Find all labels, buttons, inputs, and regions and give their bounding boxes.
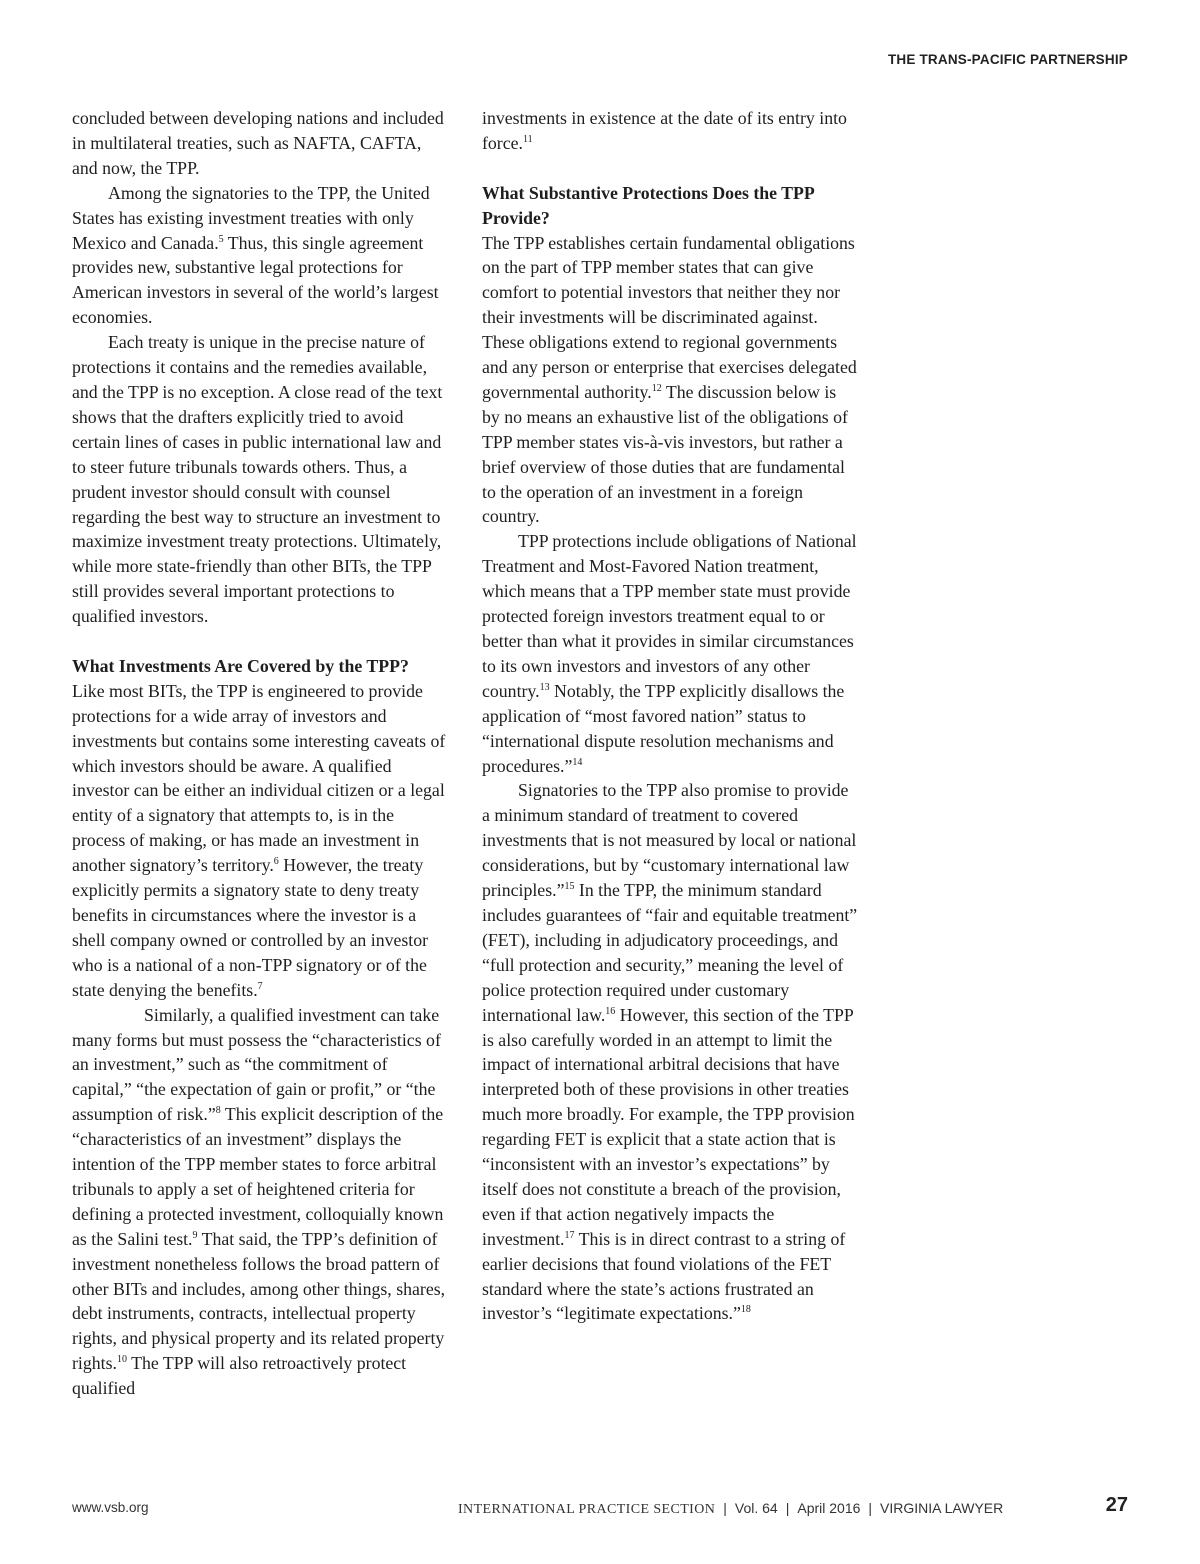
- text-span: In the TPP, the minimum standard includes guarantees of “fair and equitable treatment” (FET), including in adjudicatory proceedings, and “full protection and security,” meaning the level of police protection required under customary international law.: [482, 880, 858, 1025]
- text-span: This is in direct contrast to a string of earlier decisions that found violations of the FET standard where the state’s actions frustrated an investor’s “legitimate expectations.”: [482, 1228, 846, 1324]
- text-span: However, this section of the TPP is also carefully worded in an attempt to limit the impact of international arbitral decisions that have interpreted both of these provisions in other treaties much more broadly. For example, the TPP provision regarding FET is explicit that a state action that is “inconsistent with an investor’s expectations” by itself does not constitute a breach of the provision, even if that action negatively impacts the investment.: [482, 1004, 855, 1249]
- text-span: That said, the TPP’s definition of investment nonetheless follows the broad pattern of other BITs and includes, among other things, shares, debt instruments, contracts, intellectual property rights, and physical property and its related property rights.: [72, 1228, 446, 1374]
- text-span: However, the treaty explicitly permits a signatory state to deny treaty benefits in circumstances where the investor is a shell company owned or controlled by an investor who is a national of a non-TPP signatory or of the state denying the benefits.: [72, 855, 429, 1000]
- left-column: [72, 106, 450, 1401]
- text-span: TPP protections include obligations of National Treatment and Most-Favored Nation treatment, which means that a TPP member state must provide protected foreign investors treatment equal to or better than what it provides in similar circumstances to its own investors and investors of any other country.: [482, 531, 857, 701]
- footnote-ref: 14: [572, 756, 583, 768]
- footnote-ref: 9: [192, 1229, 198, 1241]
- section-heading: What Investments Are Covered by the TPP?: [72, 655, 409, 676]
- paragraph: [72, 1003, 450, 1402]
- separator: |: [723, 1500, 727, 1516]
- footnote-ref: 16: [605, 1005, 616, 1017]
- paragraph: [482, 529, 858, 778]
- text-span: Among the signatories to the TPP, the United States has existing investment treaties with only Mexico and Canada.: [72, 182, 430, 253]
- footer-publication: VIRGINIA LAWYER: [880, 1500, 1004, 1516]
- footnote-ref: 5: [218, 233, 224, 245]
- text-span: Thus, this single agreement provides new, substantive legal protections for American investors in several of the world’s largest economies.: [72, 232, 439, 328]
- text-span: Signatories to the TPP also promise to provide a minimum standard of treatment to covered investments that is not measured by local or national considerations, but by “customary international law principles.”: [482, 780, 857, 901]
- text-span: Like most BITs, the TPP is engineered to provide protections for a wide array of investors and investments but contains some interesting caveats of which investors should be aware. A qualified investor can be either an individual citizen or a legal entity of a signatory that attempts to, is in the process of making, or has made an investment in another signatory’s territory.: [72, 680, 446, 876]
- footnote-ref: 18: [740, 1304, 751, 1316]
- text-span: The TPP will also retroactively protect qualified: [72, 1353, 407, 1399]
- right-column: [482, 106, 858, 1326]
- paragraph: [482, 106, 858, 156]
- paragraph: Each treaty is unique in the precise nature of protections it contains and the remedies available, and the TPP is no exception. A close read of the text shows that the drafters explicitly tried to avoid certain lines of cases in public international law and to steer future tribunals towards others. Thus, a prudent investor should consult with counsel regarding the best way to structure an investment to maximize investment treaty protections. Ultimately, while more state-friendly than other BITs, the TPP still provides several important protections to qualified investors.: [72, 332, 443, 627]
- footnote-ref: 17: [564, 1229, 575, 1241]
- text-span: investments in existence at the date of its entry into force.: [482, 108, 847, 153]
- text-span: The discussion below is by no means an exhaustive list of the obligations of TPP member states vis-à-vis investors, but rather a brief overview of those duties that are fundamental to the operation of an investment in a foreign country.: [482, 381, 848, 527]
- footnote-ref: 15: [564, 881, 575, 893]
- separator: |: [785, 1500, 790, 1516]
- paragraph: [72, 679, 450, 1003]
- text-span: This explicit description of the “characteristics of an investment” displays the intention of the TPP member states to force arbitral tribunals to apply a set of heightened criteria for defining a protected investment, colloquially known as the Salini test.: [72, 1104, 444, 1249]
- footnote-ref: 10: [116, 1354, 127, 1366]
- website-link[interactable]: www.vsb.org: [72, 1500, 149, 1515]
- footnote-ref: 7: [257, 980, 263, 992]
- footer-volume: Vol. 64: [734, 1500, 778, 1516]
- footer-publication-info: [458, 1500, 1003, 1518]
- footnote-ref: 13: [539, 681, 550, 693]
- paragraph: [72, 181, 450, 330]
- footer-section: INTERNATIONAL PRACTICE SECTION: [458, 1502, 716, 1517]
- footnote-ref: 11: [522, 133, 533, 145]
- text-span: Notably, the TPP explicitly disallows the application of “most favored nation” status to “international dispute resolution mechanisms and procedures.”: [482, 680, 845, 776]
- page-footer: [72, 1494, 1128, 1524]
- running-header-title: THE TRANS-PACIFIC PARTNERSHIP: [887, 52, 1128, 67]
- paragraph: [482, 778, 858, 1326]
- section-heading: What Substantive Protections Does the TPP Provide?: [482, 182, 814, 228]
- paragraph: [482, 231, 858, 530]
- footnote-ref: 8: [215, 1105, 221, 1117]
- page-number: 27: [1105, 1494, 1128, 1516]
- paragraph: concluded between developing nations and included in multilateral treaties, such as NAFTA, CAFTA, and now, the TPP.: [72, 108, 444, 178]
- separator: |: [868, 1500, 873, 1516]
- text-span: The TPP establishes certain fundamental obligations on the part of TPP member states that can give comfort to potential investors that neither they nor their investments will be discriminated against. These obligations extend to regional governments and any person or enterprise that exercises delegated governmental authority.: [482, 232, 857, 402]
- footer-date: April 2016: [797, 1500, 861, 1516]
- text-span: Similarly, a qualified investment can take many forms but must possess the “characteristics of an investment,” such as “the commitment of capital,” “the expectation of gain or profit,” or “the assumption of risk.”: [72, 1004, 441, 1125]
- footnote-ref: 6: [273, 856, 279, 868]
- footnote-ref: 12: [651, 382, 662, 394]
